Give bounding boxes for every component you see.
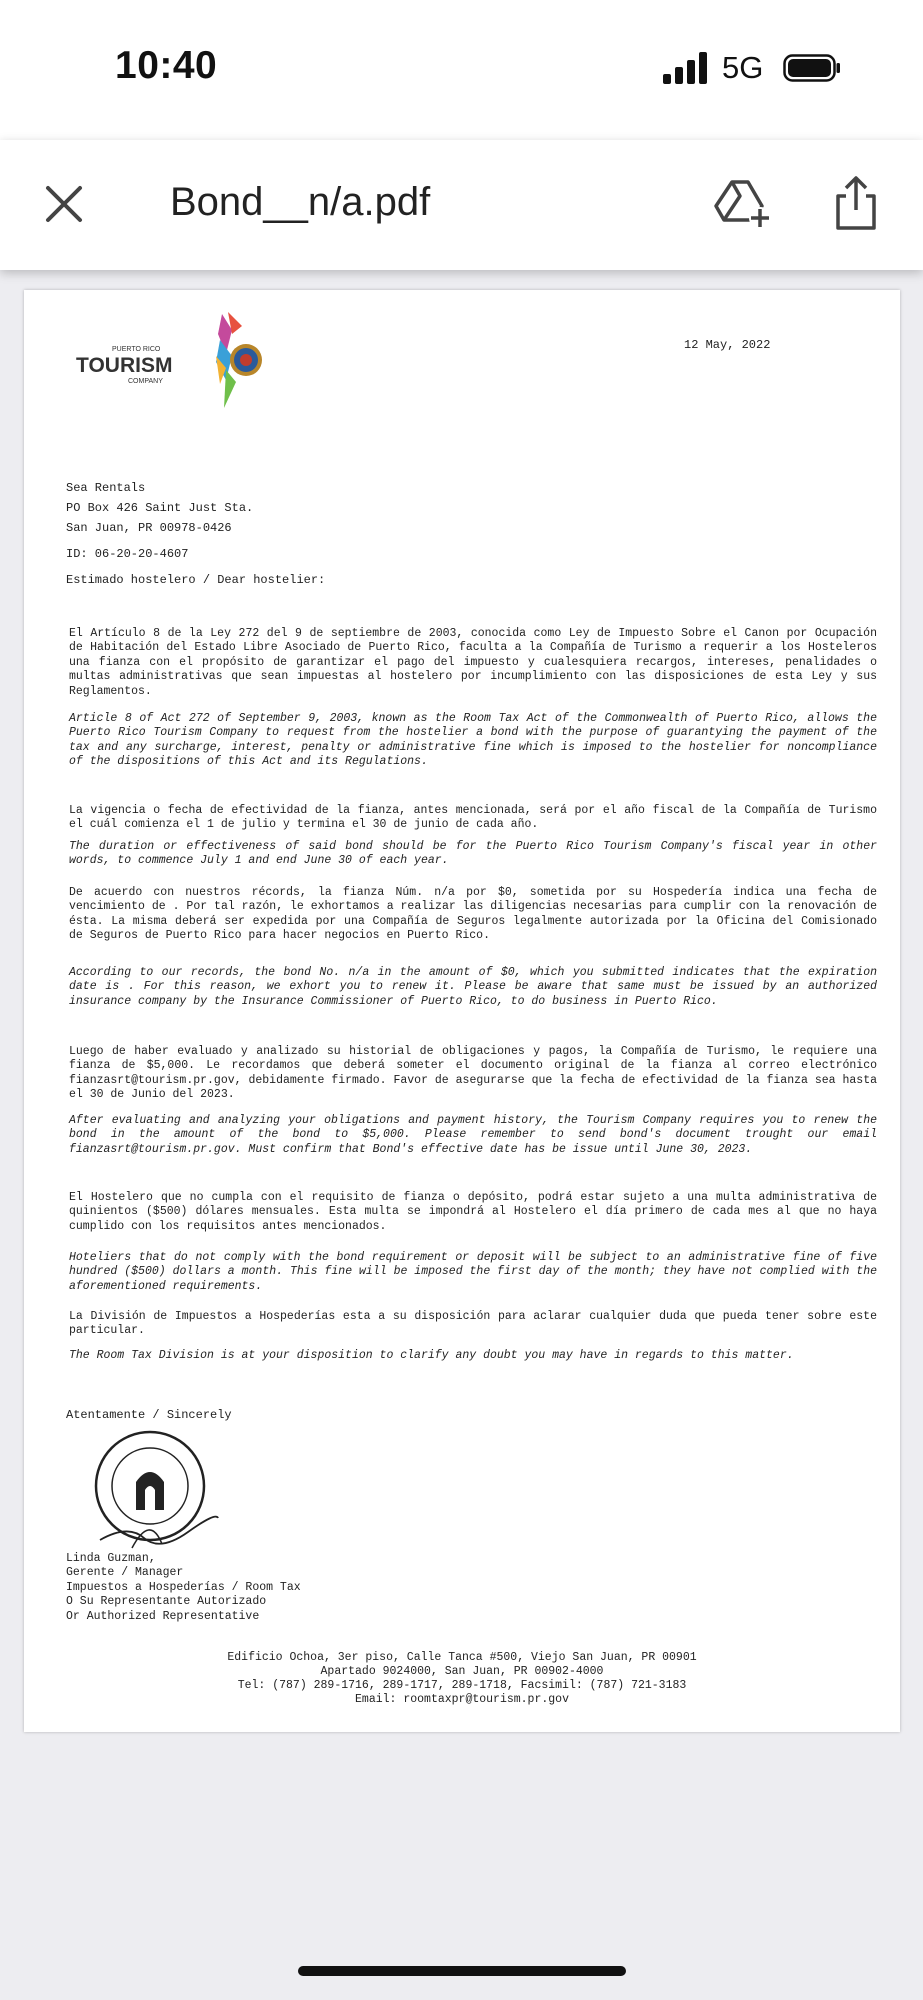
paragraph-en: Hoteliers that do not comply with the bond requirement or deposit will be subject to an administrative fine of five hundred ($500) dollars a month. This fine will be imposed the first day of the month; they have not complied with the aforementioned requirements. [69, 1251, 877, 1293]
paragraph-es: El Hostelero que no cumpla con el requisito de fianza o depósito, podrá estar sujeto a una multa administrativa de quinientos ($500) dólares mensuales. Esta multa se impondrá al Hostelero el día primero de cada mes al que no haya cumplido con los requisitos antes mencionados. [69, 1191, 877, 1233]
signer-line: Linda Guzman, [66, 1552, 156, 1565]
recipient-line: San Juan, PR 00978-0426 [66, 521, 232, 535]
paragraph-en: The Room Tax Division is at your disposition to clarify any doubt you may have in regards to this matter. [69, 1349, 794, 1362]
footer-line: Email: roomtaxpr@tourism.pr.gov [355, 1693, 569, 1706]
letter-footer [24, 1651, 900, 1707]
battery-icon [783, 54, 841, 82]
paragraph-es: La División de Impuestos a Hospederías esta a su disposición para aclarar cualquier duda que pueda tener sobre este particular. [69, 1310, 877, 1338]
paragraph-es: Luego de haber evaluado y analizado su historial de obligaciones y pagos, la Compañía de Turismo, le requiere una fianza de $5,000. Le recordamos que deberá someter el documento original de la fianza al correo electrónico fianzasrt@tourism.pr.gov, debidamente firmado. Favor de asegurarse que la fecha de efectividad de la fianza sea hasta el 30 de Junio del 2023. [69, 1045, 877, 1102]
recipient-line: Sea Rentals [66, 481, 146, 495]
home-indicator[interactable] [298, 1966, 626, 1976]
official-seal-icon [92, 1428, 222, 1564]
recipient-line: PO Box 426 Saint Just Sta. [66, 501, 254, 515]
footer-line: Tel: (787) 289-1716, 289-1717, 289-1718, Facsimil: (787) 721-3183 [237, 1679, 687, 1692]
paragraph-en: According to our records, the bond No. n/a in the amount of $0, which you submitted indicates that the expiration date is . For this reason, we exhort you to renew it. Please be aware that same must be issued by an authorized insurance company by the Insurance Commissioner of Puerto Rico, to do business in Puerto Rico. [69, 966, 877, 1008]
greeting: Estimado hostelero / Dear hostelier: [66, 573, 326, 587]
signer-line: Gerente / Manager [66, 1566, 184, 1580]
logo-line3: COMPANY [128, 378, 163, 385]
logo-flame-icon [206, 310, 272, 414]
paragraph-es: La vigencia o fecha de efectividad de la fianza, antes mencionada, será por el año fiscal de la Compañía de Turismo el cuál comienza el 1 de julio y termina el 30 de junio de cada año. [69, 804, 877, 832]
pdf-page [24, 290, 900, 1732]
document-title: Bond__n/a.pdf [170, 180, 431, 224]
signer-line: Impuestos a Hospederías / Room Tax [66, 1580, 301, 1594]
logo-line2: TOURISM [76, 354, 173, 377]
letter-date: 12 May, 2022 [684, 338, 771, 352]
tourism-company-logo [72, 304, 292, 412]
paragraph-es: El Artículo 8 de la Ley 272 del 9 de septiembre de 2003, conocida como Ley de Impuesto Sobre el Canon por Ocupación de Habitación del Estado Libre Asociado de Puerto Rico, faculta a la Compañía de Turismo a requerir a los Hosteleros una fianza con el propósito de garantizar el pago del impuesto y cualesquiera recargos, intereses, penalidades o multas administrativas que sean impuestas al hostelero por incumplimiento con las disposiciones de esta Ley y sus Reglamentos. [69, 627, 877, 698]
signer-block [66, 1552, 301, 1624]
status-time: 10:40 [115, 44, 218, 87]
recipient-block [66, 478, 325, 590]
signer-line: O Su Representante Autorizado [66, 1595, 267, 1609]
close-icon[interactable] [40, 180, 88, 228]
paragraph-en: The duration or effectiveness of said bond should be for the Puerto Rico Tourism Company's fiscal year in other words, to commence July 1 and end June 30 of each year. [69, 840, 877, 868]
paragraph-es: De acuerdo con nuestros récords, la fianza Núm. n/a por $0, sometida por su Hospedería indica una fecha de vencimiento de . Por tal razón, le exhortamos a realizar las diligencias necesarias para cumplir con la renovación de ésta. La misma deberá ser expedida por una Compañía de Seguros legalmente autorizada por la Oficina del Comisionado de Seguros de Puerto Rico para hacer negocios en Puerto Rico. [69, 886, 877, 943]
footer-line: Apartado 9024000, San Juan, PR 00902-4000 [320, 1665, 604, 1678]
add-to-drive-icon[interactable] [714, 176, 772, 230]
paragraph-en: After evaluating and analyzing your obligations and payment history, the Tourism Company requires you to renew the bond in the amount of the bond to $5,000. Please remember to send bond's document trought our email fianzasrt@tourism.pr.gov. Must confirm that Bond's effective date has be issue until June 30, 2023. [69, 1114, 877, 1156]
paragraph-en: Article 8 of Act 272 of September 9, 2003, known as the Room Tax Act of the Commonwealth of Puerto Rico, allows the Puerto Rico Tourism Company to request from the hostelier a bond with the purpose of guarantying the payment of the tax and any surcharge, interest, penalty or administrative fine which is imposed to the hostelier for noncompliance of the dispositions of this Act and its Regulations. [69, 712, 877, 769]
logo-line1: PUERTO RICO [112, 346, 161, 353]
closing: Atentamente / Sincerely [66, 1408, 232, 1422]
share-icon[interactable] [832, 174, 880, 232]
signer-line: Or Authorized Representative [66, 1609, 260, 1623]
signal-icon [662, 52, 710, 84]
footer-line: Edificio Ochoa, 3er piso, Calle Tanca #500, Viejo San Juan, PR 00901 [227, 1651, 697, 1664]
network-type: 5G [722, 50, 764, 85]
pdf-toolbar [0, 140, 923, 270]
status-bar [0, 0, 923, 140]
id-line: ID: 06-20-20-4607 [66, 547, 189, 561]
